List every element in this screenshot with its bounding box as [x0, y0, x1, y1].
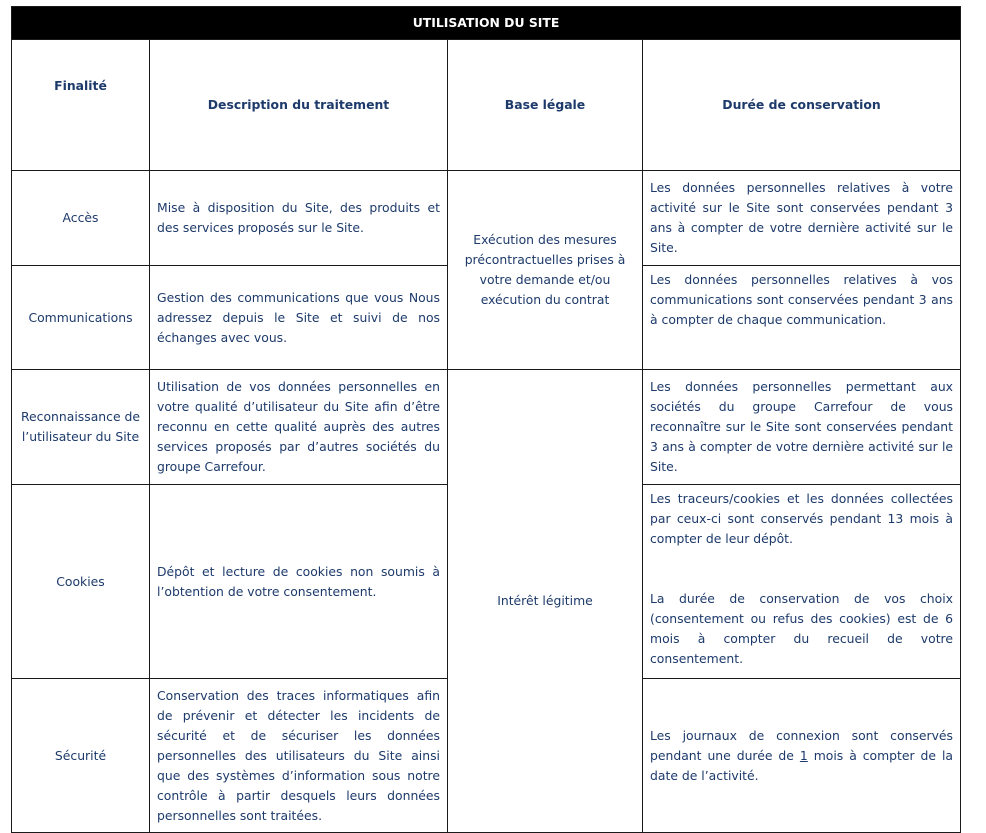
duree-cell: Les données personnelles permettant aux sociétés du groupe Carrefour de vous reconnaître sur le Site sont conservées pendant 3 ans à compter de votre dernière activité sur le Site. — [643, 370, 961, 485]
duree-cell — [643, 485, 961, 679]
header-finalite: Finalité — [12, 40, 150, 171]
duree-cell: Les données personnelles relatives à vos communications sont conservées pendant 3 ans à compter de chaque communication. — [643, 266, 961, 370]
description-cell: Gestion des communications que vous Nous adressez depuis le Site et suivi de nos échanges avec vous. — [150, 266, 448, 370]
description-cell: Conservation des traces informatiques afin de prévenir et détecter les incidents de sécurité et de sécuriser les données personnelles des utilisateurs du Site ainsi que des systèmes d’information sous notre contrôle à partir desquels leurs données personnelles sont traitées. — [150, 679, 448, 833]
base-legale-interet: Intérêt légitime — [448, 370, 643, 833]
base-legale-contrat: Exécution des mesures précontractuelles prises à votre demande et/ou exécution du contrat — [448, 171, 643, 370]
paragraph-gap — [650, 549, 953, 589]
description-cell: Utilisation de vos données personnelles en votre qualité d’utilisateur du Site afin d’être reconnu en cette qualité auprès des autres services proposés par d’autres sociétés du groupe Carrefour. — [150, 370, 448, 485]
duree-text-end: mois à compter de la date de l’activité. — [650, 747, 954, 783]
finalite-cell: Sécurité — [12, 679, 150, 833]
table-row — [12, 370, 961, 485]
table-title-row — [12, 7, 961, 40]
header-base-legale: Base légale — [448, 40, 643, 171]
finalite-cell: Reconnaissance de l’utilisateur du Site — [12, 370, 150, 485]
finalite-cell: Cookies — [12, 485, 150, 679]
header-row — [12, 40, 961, 171]
table-title: UTILISATION DU SITE — [12, 7, 961, 40]
header-description: Description du traitement — [150, 40, 448, 171]
duree-cell — [643, 679, 961, 833]
header-duree: Durée de conservation — [643, 40, 961, 171]
finalite-cell: Communications — [12, 266, 150, 370]
table-row — [12, 171, 961, 266]
duree-months-value: 1 — [799, 747, 808, 763]
duree-text-start: Les journaux de connexion sont conservés pendant une durée de — [650, 727, 954, 763]
data-processing-table — [11, 6, 961, 833]
finalite-cell: Accès — [12, 171, 150, 266]
description-cell: Dépôt et lecture de cookies non soumis à l’obtention de votre consentement. — [150, 485, 448, 679]
duree-cookies-choix: La durée de conservation de vos choix (consentement ou refus des cookies) est de 6 mois à compter du recueil de votre consentement. — [650, 591, 954, 666]
description-cell: Mise à disposition du Site, des produits et des services proposés sur le Site. — [150, 171, 448, 266]
duree-cell: Les données personnelles relatives à votre activité sur le Site sont conservées pendant 3 ans à compter de votre dernière activité sur le Site. — [643, 171, 961, 266]
duree-cookies-depot: Les traceurs/cookies et les données collectées par ceux-ci sont conservés pendant 13 mois à compter de leur dépôt. — [650, 491, 954, 546]
